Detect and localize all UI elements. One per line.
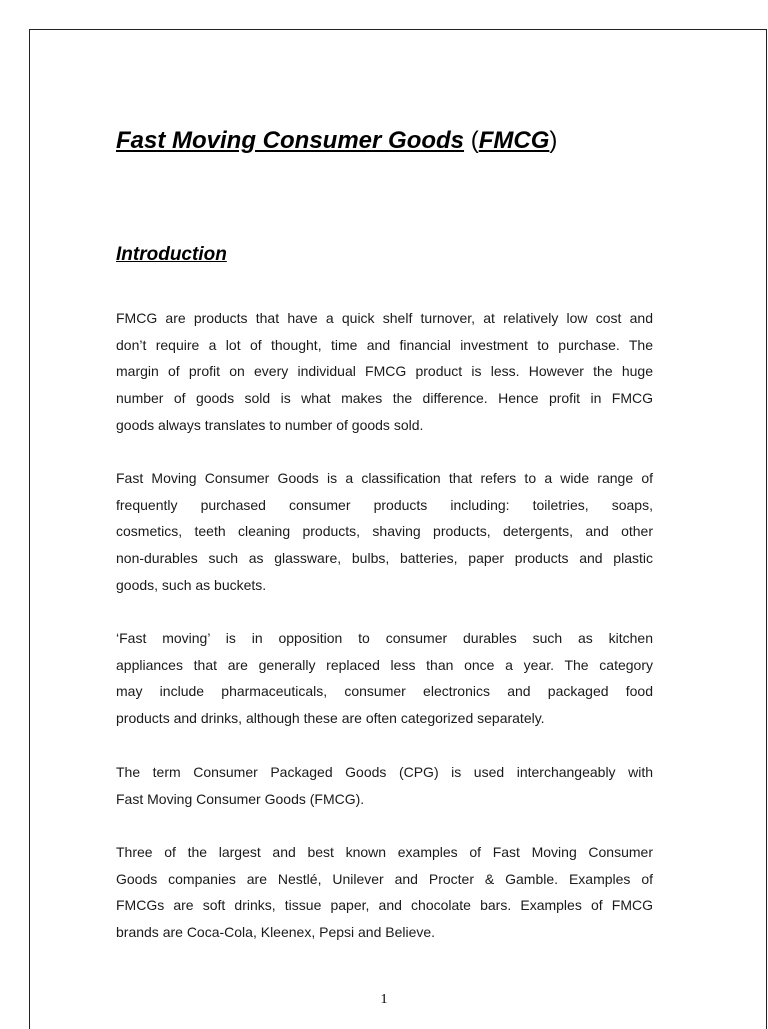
paragraph-line: frequently purchased consumer products including: toiletries, soaps, — [116, 496, 653, 513]
paragraph-line: non-durables such as glassware, bulbs, batteries, paper products and plastic — [116, 550, 653, 567]
page-number: 1 — [380, 992, 388, 1007]
paragraph-line: Fast Moving Consumer Goods (FMCG). — [116, 790, 365, 807]
paragraph-line: brands are Coca-Cola, Kleenex, Pepsi and Believe. — [116, 924, 436, 941]
paragraph-line: FMCG are products that have a quick shelf turnover, at relatively low cost and — [116, 310, 653, 326]
paragraph-2 — [116, 465, 653, 599]
paragraph-line: Three of the largest and best known examples of Fast Moving Consumer — [116, 844, 653, 860]
paragraph-line: The term Consumer Packaged Goods (CPG) is used interchangeably with — [116, 764, 653, 780]
title-close-paren: ) — [549, 127, 558, 154]
paragraph-line: Fast Moving Consumer Goods is a classification that refers to a wide range of — [116, 470, 653, 486]
paragraph-4 — [116, 759, 653, 812]
paragraph-5 — [116, 839, 653, 946]
title-open-paren: ( — [470, 127, 479, 154]
paragraph-line: appliances that are generally replaced less than once a year. The category — [116, 656, 653, 673]
title-acronym: FMCG — [478, 127, 550, 154]
paragraph-line: don’t require a lot of thought, time and financial investment to purchase. The — [116, 336, 653, 353]
paragraph-line: cosmetics, teeth cleaning products, shaving products, detergents, and other — [116, 523, 653, 540]
paragraph-line: may include pharmaceuticals, consumer electronics and packaged food — [116, 683, 653, 700]
paragraph-1 — [116, 305, 653, 439]
paragraph-3 — [116, 625, 653, 732]
paragraph-line: Goods companies are Nestlé, Unilever and Procter & Gamble. Examples of — [116, 870, 653, 887]
paragraph-line: ‘Fast moving’ is in opposition to consumer durables such as kitchen — [116, 630, 653, 646]
paragraph-line: goods, such as buckets. — [116, 576, 267, 593]
paragraph-line: goods always translates to number of goods sold. — [116, 416, 424, 433]
section-heading-introduction: Introduction — [116, 244, 227, 265]
paragraph-line: products and drinks, although these are often categorized separately. — [116, 710, 545, 727]
paragraph-line: margin of profit on every individual FMCG product is less. However the huge — [116, 363, 653, 380]
title-main: Fast Moving Consumer Goods — [116, 127, 465, 154]
document-title — [116, 127, 557, 155]
paragraph-line: number of goods sold is what makes the difference. Hence profit in FMCG — [116, 390, 653, 407]
paragraph-line: FMCGs are soft drinks, tissue paper, and chocolate bars. Examples of FMCG — [116, 897, 653, 914]
